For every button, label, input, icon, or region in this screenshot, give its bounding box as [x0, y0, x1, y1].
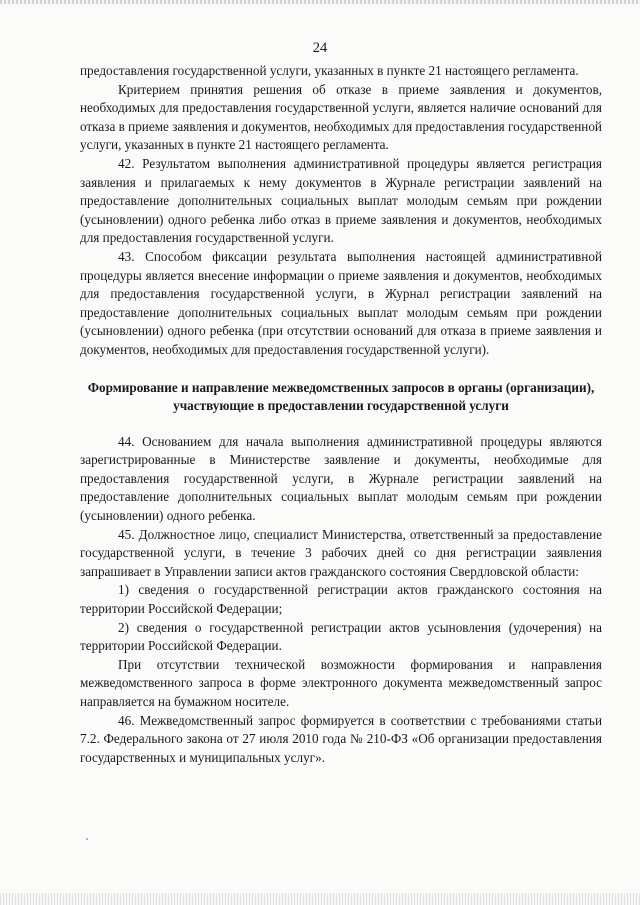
list-item-1: 1) сведения о государственной регистрации актов гражданского состояния на территории Российской Федерации;	[80, 582, 602, 617]
list-item-2: 2) сведения о государственной регистрации актов усыновления (удочерения) на территории Российской Федерации.	[80, 619, 602, 654]
page-number: 24	[312, 40, 328, 56]
paragraph-46: 46. Межведомственный запрос формируется в соответствии с требованиями статьи 7.2. Федерального закона от 27 июля 2010 года № 210-ФЗ «Об организации предоставления государственных и муниципальных услуг».	[80, 712, 602, 765]
section-heading: Формирование и направление межведомственных запросов в органы (организации), участвующие в предоставлении государственной услуги	[87, 379, 595, 414]
paragraph-43: 43. Способом фиксации результата выполнения настоящей административной процедуры является внесение информации о приеме заявления и документов, необходимых для предоставления государственной услуги, в Журнал регистрации заявлений на предоставление дополнительных социальных выплат молодым семьям при рождении (усыновлении) одного ребенка (при отсутствии оснований для отказа в приеме заявления и документов, необходимых для предоставления государственной услуги).	[80, 248, 602, 357]
paragraph-44: 44. Основанием для начала выполнения административной процедуры являются зарегистрированные в Министерстве заявление и документы, необходимые для предоставления государственной услуги, в Журнале регистрации заявлений на предоставление дополнительных социальных выплат молодым семьям при рождении (усыновлении) одного ребенка.	[80, 433, 602, 524]
paragraph-refusal-criterion: Критерием принятия решения об отказе в приеме заявления и документов, необходимых для предоставления государственной услуги, является наличие оснований для отказа в приеме заявления и документов, необходимых для предоставления государственной услуги, указанных в пункте 21 настоящего регламента.	[80, 81, 602, 153]
paragraph-45: 45. Должностное лицо, специалист Министерства, ответственный за предоставление государственной услуги, в течение 3 рабочих дней со дня регистрации заявления запрашивает в Управлении записи актов гражданского состояния Свердловской области:	[80, 526, 602, 579]
paragraph-42: 42. Результатом выполнения административной процедуры является регистрация заявления и прилагаемых к нему документов в Журнале регистрации заявлений на предоставление дополнительных социальных выплат молодым семьям при рождении (усыновлении) одного ребенка либо отказ в приеме заявления и документов, необходимых для предоставления государственной услуги.	[80, 155, 602, 246]
paragraph-paper-request: При отсутствии технической возможности формирования и направления межведомственного запроса в форме электронного документа межведомственный запрос направляется на бумажном носителе.	[80, 656, 602, 709]
scan-edge-top	[0, 0, 640, 4]
scan-edge-bottom	[0, 893, 640, 905]
scan-speck	[86, 838, 88, 840]
document-body	[80, 62, 602, 767]
paragraph-continuation: предоставления государственной услуги, указанных в пункте 21 настоящего регламента.	[80, 63, 579, 78]
